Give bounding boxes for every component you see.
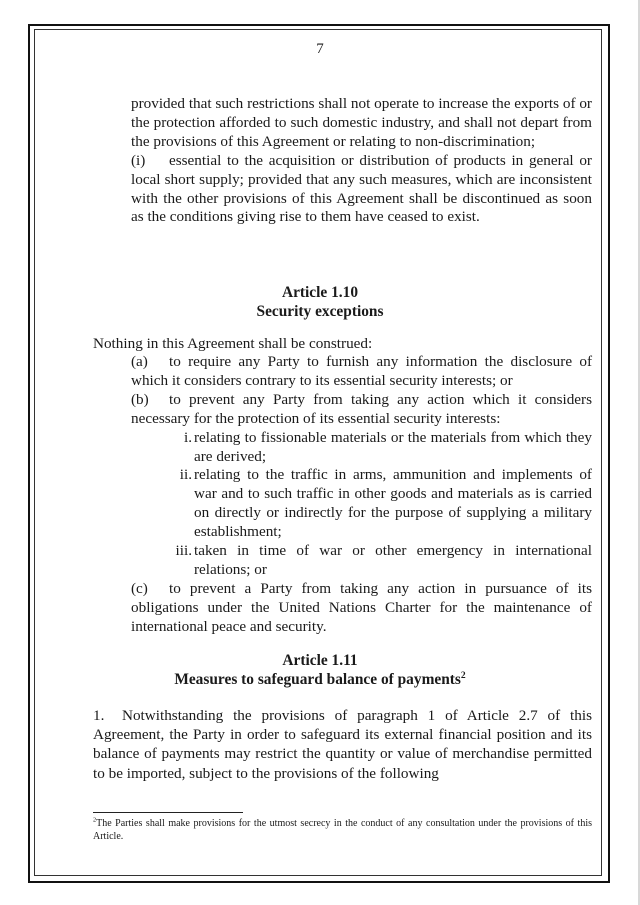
article-1-10-heading (0, 283, 640, 321)
continuation-text: provided that such restrictions shall not operate to increase the exports of or the protection afforded to such domestic industry, and shall not depart from the provisions of this Agreement or relating to non-discrimination; (131, 95, 592, 150)
item-b-text: to prevent any Party from taking any action which it considers necessary for the protection of its essential security interests: (131, 390, 592, 427)
paragraph-1-label: 1. (93, 707, 105, 724)
paragraph-1 (93, 706, 592, 783)
paragraph-1-text: Notwithstanding the provisions of paragraph 1 of Article 2.7 of this Agreement, the Party in order to safeguard its external financial position and its balance of payments may restrict the quantity or value of merchandise permitted to be imported, subject to the provisions of the following (93, 707, 592, 782)
article-1-11-title: Measures to safeguard balance of payments (174, 671, 461, 688)
item-a (131, 353, 592, 391)
continuation-block (131, 95, 592, 227)
item-a-text: to require any Party to furnish any information the disclosure of which it considers contrary to its essential security interests; or (131, 353, 592, 389)
subitem-ii-text: relating to the traffic in arms, ammunition and implements of war and to such traffic in other goods and materials as is carried on directly or indirectly for the purpose of supplying a military establishment; (194, 466, 592, 541)
footnote-text: The Parties shall make provisions for the utmost secrecy in the conduct of any consultation under the provisions of this Article. (93, 818, 592, 842)
subitem-i-label: i. (183, 428, 192, 446)
footnote-ref: 2 (460, 669, 466, 681)
subitem-ii (131, 466, 592, 542)
item-a-label: (a) (131, 353, 148, 370)
article-1-11-number: Article 1.11 (282, 652, 358, 669)
article-1-10-number: Article 1.10 (281, 284, 359, 301)
subitem-iii-label: iii. (175, 542, 192, 560)
security-subitems (131, 429, 592, 580)
item-i-text: essential to the acquisition or distribution of products in general or local short supply; provided that any such measures, which are inconsistent with the other provisions of this Agreement shall be discontinued as soon as the conditions giving rise to them have ceased to exist. (131, 151, 592, 226)
subitem-ii-label: ii. (179, 466, 192, 484)
footnote-marker: 2 (93, 816, 97, 824)
item-c-text: to prevent a Party from taking any action in pursuance of its obligations under the United Nations Charter for the maintenance of international peace and security. (131, 579, 592, 635)
article-1-10-title: Security exceptions (256, 303, 384, 320)
article-1-10-intro: Nothing in this Agreement shall be construed: (93, 335, 373, 352)
article-1-11-heading (0, 651, 640, 689)
article-1-10-items (131, 353, 592, 637)
footnote (93, 818, 592, 843)
item-i-label: (i) (131, 151, 146, 169)
subitem-i-text: relating to fissionable materials or the materials from which they are derived; (194, 428, 592, 465)
article-1-11-paragraph (93, 706, 592, 783)
item-c-label: (c) (131, 579, 148, 597)
page-number: 7 (316, 41, 324, 57)
item-b (131, 391, 592, 429)
item-i (131, 152, 592, 228)
article-1-11-title-line (0, 670, 640, 689)
subitem-iii (131, 542, 592, 580)
footnote-separator (93, 812, 243, 813)
subitem-i (131, 429, 592, 467)
item-b-label: (b) (131, 390, 149, 408)
subitem-iii-text: taken in time of war or other emergency in international relations; or (194, 542, 592, 578)
item-c (131, 580, 592, 637)
